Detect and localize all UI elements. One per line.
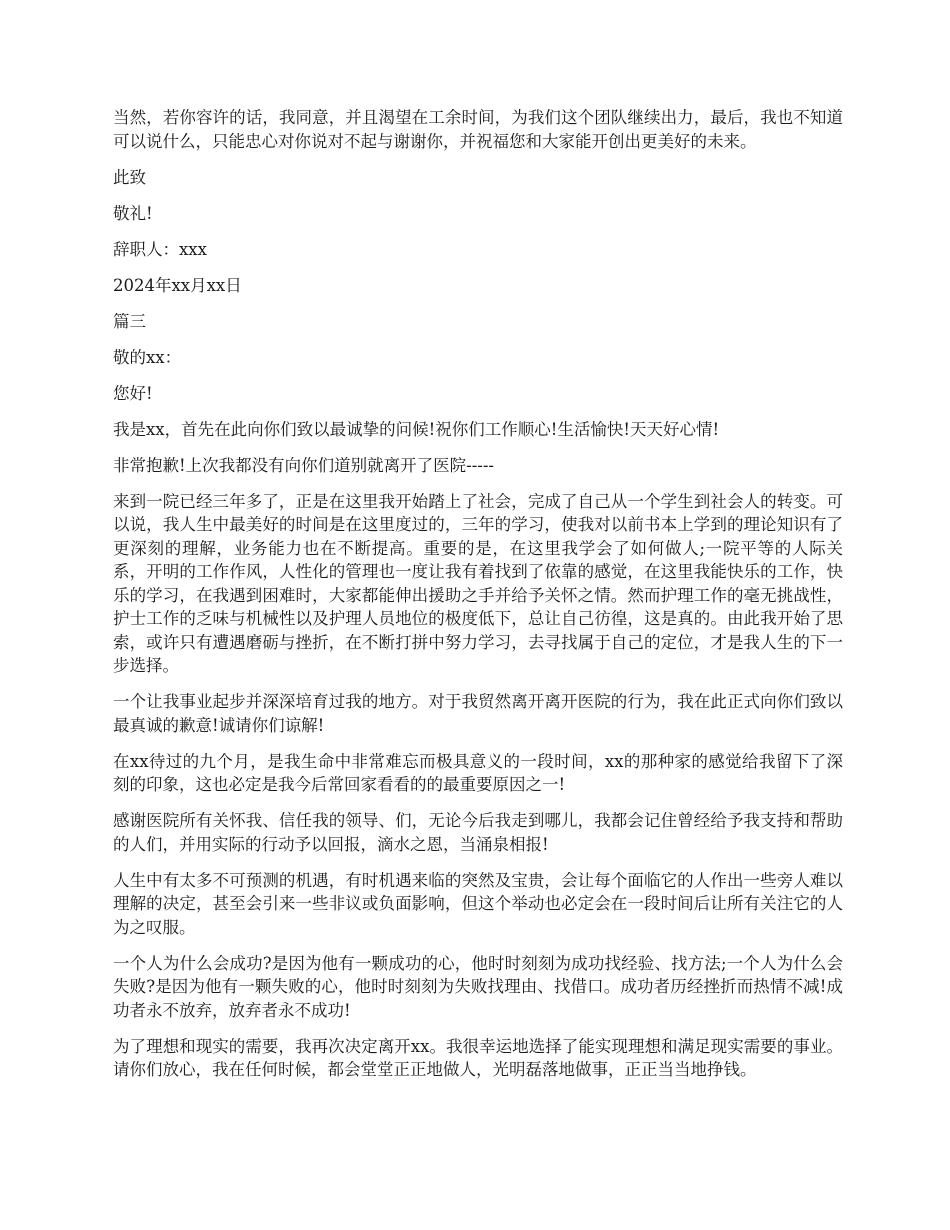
- body-paragraph: 一个让我事业起步并深深培育过我的地方。对于我贸然离开离开医院的行为，我在此正式向你们致以最真诚的歉意!诚请你们谅解!: [113, 692, 843, 735]
- body-paragraph: 人生中有太多不可预测的机遇，有时机遇来临的突然及宝贵，会让每个面临它的人作出一些旁人难以理解的决定，甚至会引来一些非议或负面影响，但这个举动也必定会在一段时间后让所有关注它的人为之叹服。: [113, 870, 843, 937]
- letter-hello: 您好!: [113, 383, 153, 403]
- date-line: 2024年xx月xx日: [113, 275, 242, 295]
- section-heading: 篇三: [113, 311, 146, 331]
- signature-line: 辞职人：xxx: [113, 239, 207, 259]
- body-paragraph: 来到一院已经三年多了，正是在这里我开始踏上了社会，完成了自己从一个学生到社会人的转变。可以说，我人生中最美好的时间是在这里度过的，三年的学习，使我对以前书本上学到的理论知识有了更深刻的理解，业务能力也在不断提高。重要的是，在这里我学会了如何做人;一院平等的人际关系，开明的工作作风，人性化的管理也一度让我有着找到了依靠的感觉，在这里我能快乐的工作，快乐的学习，在我遇到困难时，大家都能伸出援助之手并给予关怀之情。然而护理工作的毫无挑战性，护士工作的乏味与机械性以及护理人员地位的极度低下，总让自己彷徨，这是真的。由此我开始了思索，或许只有遭遇磨砺与挫折，在不断打拼中努力学习，去寻找属于自己的定位，才是我人生的下一步选择。: [113, 491, 843, 675]
- salutation-cizhi: 此致: [113, 167, 146, 187]
- closing-paragraph: 当然，若你容许的话，我同意，并且渴望在工余时间，为我们这个团队继续出力，最后，我也不知道可以说什么，只能忠心对你说对不起与谢谢你，并祝福您和大家能开创出更美好的未来。: [113, 108, 843, 151]
- document-body: [113, 106, 843, 1094]
- salutation-jingli: 敬礼!: [113, 203, 153, 223]
- body-paragraph: 为了理想和现实的需要，我再次决定离开xx。我很幸运地选择了能实现理想和满足现实需要的事业。请你们放心，我在任何时候，都会堂堂正正地做人，光明磊落地做事，正正当当地挣钱。: [113, 1036, 843, 1079]
- body-paragraph: 非常抱歉!上次我都没有向你们道别就离开了医院-----: [113, 455, 495, 475]
- body-paragraph: 我是xx，首先在此向你们致以最诚挚的问候!祝你们工作顺心!生活愉快!天天好心情!: [113, 419, 720, 439]
- body-paragraph: 在xx待过的九个月，是我生命中非常难忘而极具意义的一段时间，xx的那种家的感觉给我留下了深刻的印象，这也必定是我今后常回家看看的的最重要原因之一!: [113, 751, 843, 794]
- letter-greeting: 敬的xx：: [113, 347, 182, 367]
- body-paragraph: 一个人为什么会成功?是因为他有一颗成功的心，他时时刻刻为成功找经验、找方法;一个人为什么会失败?是因为他有一颗失败的心，他时时刻刻为失败找理由、找借口。成功者历经挫折而热情不减!成功者永不放弃，放弃者永不成功!: [113, 953, 843, 1020]
- body-paragraph: 感谢医院所有关怀我、信任我的领导、们，无论今后我走到哪儿，我都会记住曾经给予我支持和帮助的人们，并用实际的行动予以回报，滴水之恩，当涌泉相报!: [113, 811, 843, 854]
